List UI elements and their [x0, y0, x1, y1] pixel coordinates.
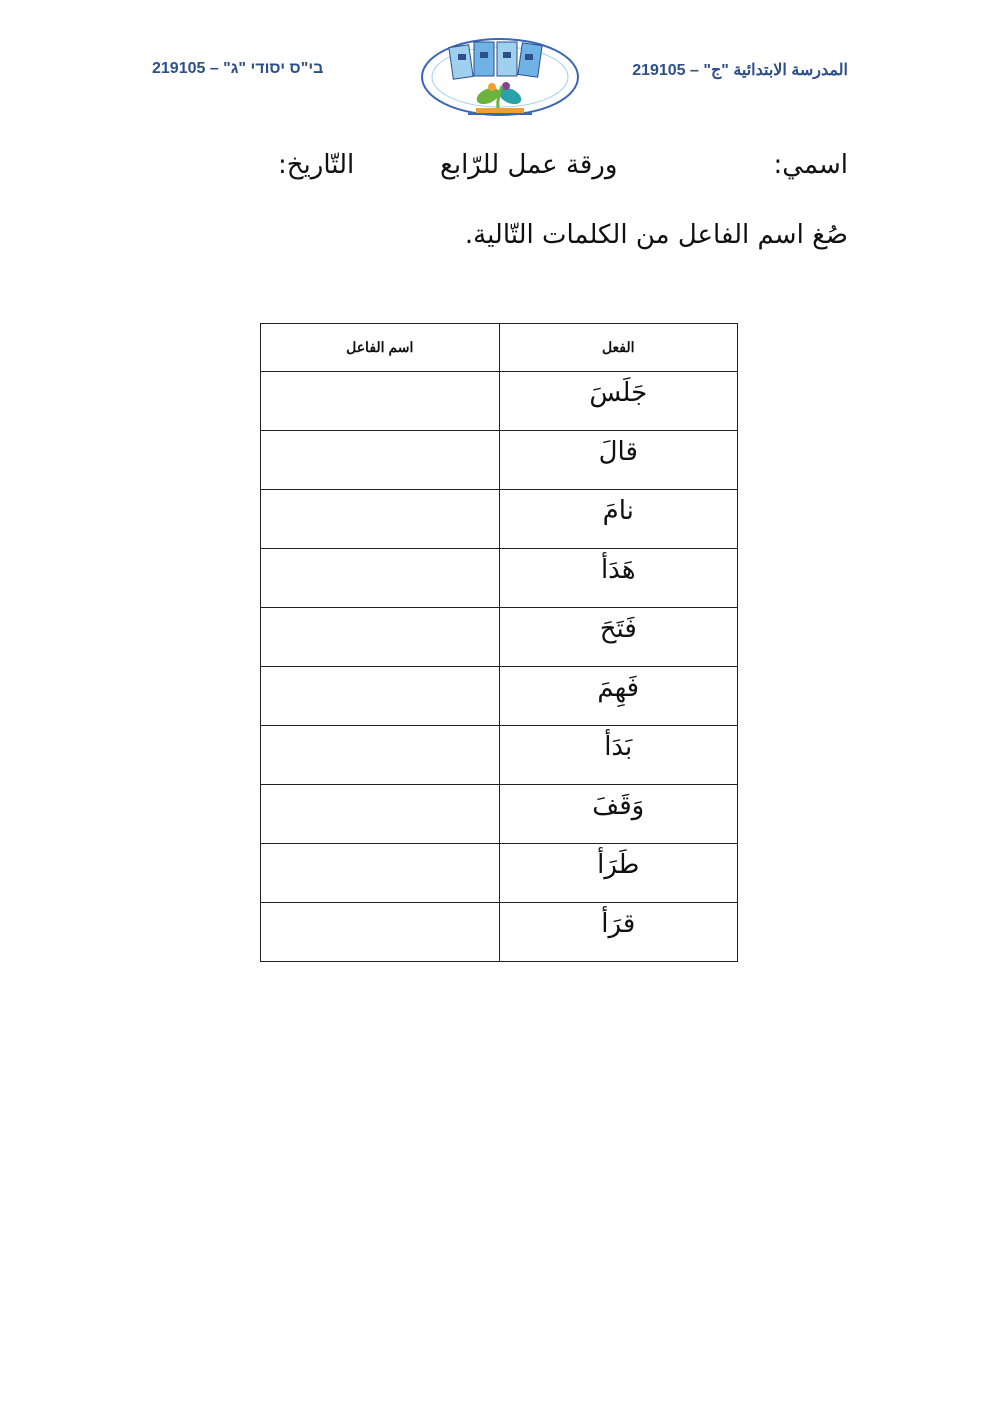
answer-cell[interactable] — [261, 726, 500, 785]
school-name-hebrew: בי"ס יסודי "ג" – 219105 — [152, 60, 324, 77]
verb-text: جَلَسَ — [589, 378, 648, 408]
table-row — [261, 667, 738, 726]
school-name-arabic: المدرسة الابتدائية "ج" – 219105 — [632, 62, 848, 79]
answer-cell[interactable] — [261, 844, 500, 903]
table-row — [261, 785, 738, 844]
verb-text: طَرَأ — [597, 850, 640, 880]
verb-cell — [499, 726, 738, 785]
date-label: التّاريخ: — [278, 150, 355, 180]
table-row — [261, 726, 738, 785]
answer-cell[interactable] — [261, 549, 500, 608]
worksheet-title: ورقة عمل للرّابع — [440, 150, 618, 180]
verb-text: قرَأ — [601, 909, 636, 939]
participle-column-header: اسم الفاعل — [261, 324, 500, 372]
verb-text: بَدَأ — [604, 732, 633, 762]
verb-text: نامَ — [602, 496, 634, 526]
name-label: اسمي: — [773, 150, 848, 180]
verb-text: هَدَأ — [600, 555, 636, 585]
answer-cell[interactable] — [261, 490, 500, 549]
instruction-text: صُغ اسم الفاعل من الكلمات التّالية. — [464, 220, 848, 250]
verb-cell — [499, 431, 738, 490]
verb-cell — [499, 372, 738, 431]
table-row — [261, 549, 738, 608]
verb-text: فَتَحَ — [599, 614, 637, 644]
school-logo — [418, 36, 582, 118]
table-row — [261, 490, 738, 549]
answer-cell[interactable] — [261, 431, 500, 490]
verb-text: قالَ — [598, 437, 638, 467]
table-row — [261, 372, 738, 431]
answer-cell[interactable] — [261, 785, 500, 844]
verb-cell — [499, 785, 738, 844]
verb-cell — [499, 903, 738, 962]
verb-cell — [499, 608, 738, 667]
answer-cell[interactable] — [261, 667, 500, 726]
verb-text: وَقَفَ — [592, 791, 645, 821]
verb-text: فَهِمَ — [597, 673, 640, 703]
verb-column-header: الفعل — [499, 324, 738, 372]
table-header-row — [261, 324, 738, 372]
table-row — [261, 608, 738, 667]
table-row — [261, 903, 738, 962]
verb-cell — [499, 844, 738, 903]
answer-cell[interactable] — [261, 608, 500, 667]
answer-cell[interactable] — [261, 903, 500, 962]
table-row — [261, 844, 738, 903]
verb-cell — [499, 667, 738, 726]
verb-cell — [499, 549, 738, 608]
verb-cell — [499, 490, 738, 549]
verbs-table — [260, 323, 738, 962]
answer-cell[interactable] — [261, 372, 500, 431]
table-row — [261, 431, 738, 490]
